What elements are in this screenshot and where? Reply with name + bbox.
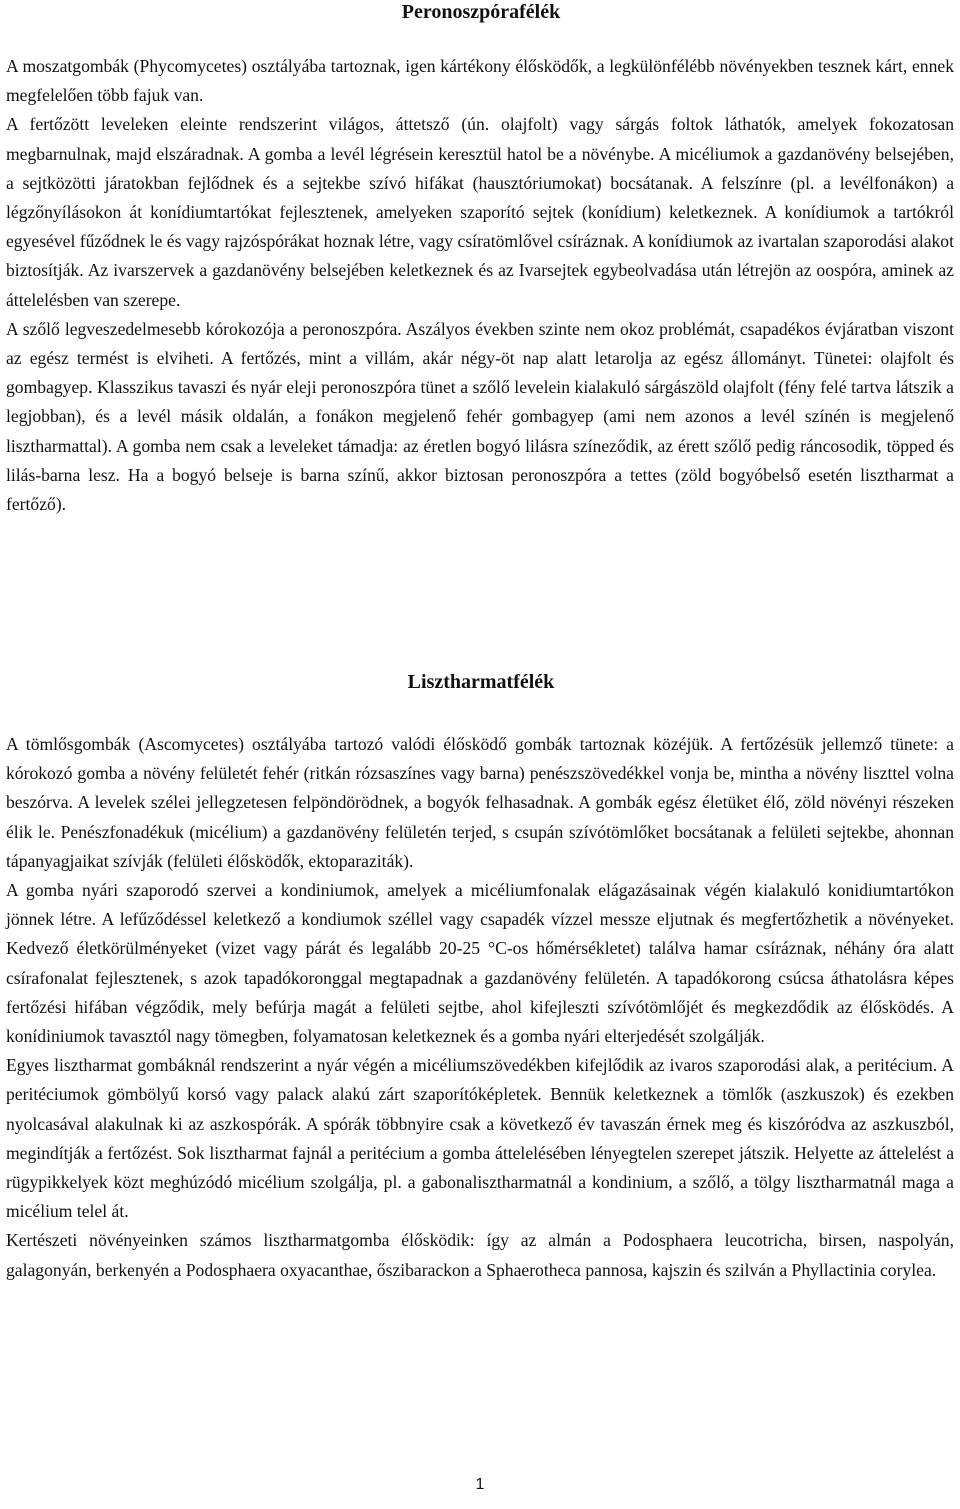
paragraph: A moszatgombák (Phycomycetes) osztályába tartoznak, igen kártékony élősködők, a legkülönfélébb növényekben tesznek kárt, ennek megfelelően több fajuk van. <box>6 56 954 106</box>
paragraph: Kertészeti növényeinken számos lisztharmatgomba élősködik: így az almán a Podosphaera leucotricha, birsen, naspolyán, galagonyán, berkenyén a Podosphaera oxyacanthae, őszibarackon a Sphaerotheca pannosa, kajszin és szilván a Phyllactinia corylea. <box>6 1230 954 1280</box>
section-body-lisztharmatfelek <box>6 730 954 1285</box>
paragraph: A szőlő legveszedelmesebb kórokozója a peronoszpóra. Aszályos években szinte nem okoz problémát, csapadékos évjáratban viszont az egész termést is elviheti. A fertőzés, mint a villám, akár négy-öt nap alatt letarolja az egész állományt. Tünetei: olajfolt és gombagyep. Klasszikus tavaszi és nyár eleji peronoszpóra tünet a szőlő levelein kialakuló sárgászöld olajfolt (fény felé tartva látszik a legjobban), és a levél másik oldalán, a fonákon megjelenő fehér gombagyep (ami nem azonos a levél színén is megjelenő lisztharmattal). A gomba nem csak a leveleket támadja: az éretlen bogyó lilásra színeződik, az érett szőlő pedig ráncosodik, töpped és lilás-barna lesz. Ha a bogyó belseje is barna színű, akkor biztosan peronoszpóra a tettes (zöld bogyóbelső esetén lisztharmat a fertőző). <box>6 318 954 515</box>
paragraph: Egyes lisztharmat gombáknál rendszerint a nyár végén a micéliumszövedékben kifejlődik az ivaros szaporodási alak, a peritécium. A peritéciumok gömbölyű korsó vagy palack alakú zárt szaporítóképletek. Bennük keletkeznek a tömlők (aszkuszok) és ezekben nyolcasával alakulnak ki az aszkospórák. A spórák többnyire csak a következő év tavaszán érnek meg és kiszóródva az aszkuszból, megindítják a fertőzést. Sok lisztharmat fajnál a peritécium a gomba áttelelésében lényegtelen szerepet játszik. Helyette az áttelelést a rügypikkelyek közt meghúzódó micélium szolgálja, pl. a gabonalisztharmatnál a kondinium, a szőlő, a tölgy lisztharmatnál maga a micélium telel át. <box>6 1055 954 1222</box>
paragraph: A gomba nyári szaporodó szervei a kondiniumok, amelyek a micéliumfonalak elágazásainak végén kialakuló konidiumtartókon jönnek létre. A lefűződéssel keletkező a kondiumok széllel vagy csapadék vízzel messze eljutnak és megfertőzhetik a növényeket. Kedvező életkörülményeket (vizet vagy párát és legalább 20-25 °C-os hőmérsékletet) találva hamar csíráznak, néhány óra alatt csírafonalat fejlesztenek, s azok tapadókoronggal megtapadnak a gazdanövény felületén. A tapadókorong csúcsa áthatolásra képes fertőzési hifában végződik, mely befúrja magát a felületi sejtbe, ahol kifejleszti szívótömlőjét és megkezdődik az élősködés. A konídiniumok tavasztól nagy tömegben, folyamatosan keletkeznek és a gomba nyári elterjedését szolgálják. <box>6 880 954 1047</box>
paragraph: A fertőzött leveleken eleinte rendszerint világos, áttetsző (ún. olajfolt) vagy sárgás foltok láthatók, amelyek fokozatosan megbarnulnak, majd elszáradnak. A gomba a levél légrésein keresztül hatol be a növénybe. A micéliumok a gazdanövény belsejében, a sejtközötti járatokban fejlődnek és a sejtekbe szívó hifákat (hausztóriumokat) bocsátanak. A felszínre (pl. a levélfonákon) a légzőnyílásokon át konídiumtartókat fejlesztenek, amelyeken szaporító sejtek (konídium) keletkeznek. A konídiumok a tartókról egyesével fűződnek le és vagy rajzóspórákat hoznak létre, vagy csíratömlővel csíráznak. A konídiumok az ivartalan szaporodási alakot biztosítják. Az ivarszervek a gazdanövény belsejében keletkeznek és az Ivarsejtek egybeolvadása után létrejön az oospóra, aminek az áttelelésben van szerepe. <box>6 114 954 310</box>
page-number: 1 <box>475 1476 485 1493</box>
section-body-peronoszporafelek <box>6 52 954 519</box>
section-title-peronoszporafelek: Peronoszpórafélék <box>401 1 561 23</box>
section-title-lisztharmatfelek: Lisztharmatfélék <box>407 671 555 693</box>
paragraph: A tömlősgombák (Ascomycetes) osztályába tartozó valódi élősködő gombák tartoznak közéjük. A fertőzésük jellemző tünete: a kórokozó gomba a növény felületét fehér (ritkán rózsaszínes vagy barna) penészszövedékkel vonja be, mintha a növény liszttel volna beszórva. A levelek szélei jellegzetesen felpöndörödnek, a bogyók felhasadnak. A gombák egész életüket élő, zöld növényi részeken élik le. Penészfonadékuk (micélium) a gazdanövény felületén terjed, s csupán szívótömlőket bocsátanak a felületi sejtekbe, ahonnan tápanyagjaikat szívják (felületi élősködők, ektoparaziták). <box>6 734 954 871</box>
